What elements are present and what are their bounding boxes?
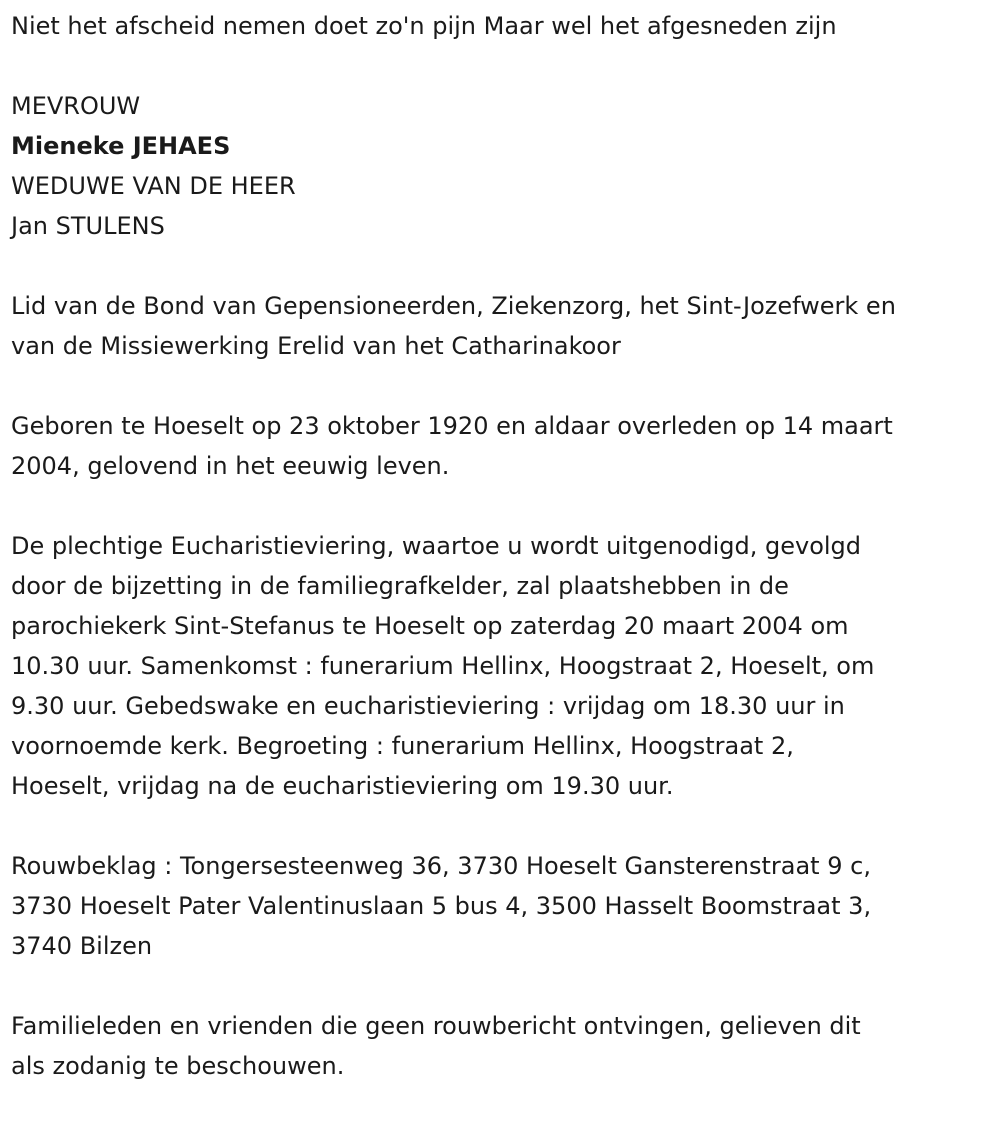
paragraph-line: Rouwbeklag : Tongersesteenweg 36, 3730 Hoeselt Gansterenstraat 9 c, xyxy=(11,852,871,880)
paragraph-line: 3730 Hoeselt Pater Valentinuslaan 5 bus 4, 3500 Hasselt Boomstraat 3, xyxy=(11,892,872,920)
membership-paragraph xyxy=(11,286,986,366)
spacer xyxy=(11,486,986,526)
paragraph-line: 10.30 uur. Samenkomst : funerarium Hellinx, Hoogstraat 2, Hoeselt, om xyxy=(11,652,875,680)
spacer xyxy=(11,366,986,406)
paragraph-line: als zodanig te beschouwen. xyxy=(11,1052,345,1080)
paragraph-line: 2004, gelovend in het eeuwig leven. xyxy=(11,452,450,480)
paragraph-line: parochiekerk Sint-Stefanus te Hoeselt op zaterdag 20 maart 2004 om xyxy=(11,612,849,640)
paragraph-line: van de Missiewerking Erelid van het Catharinakoor xyxy=(11,332,621,360)
obituary-document xyxy=(11,6,986,1086)
ceremony-paragraph xyxy=(11,526,986,806)
birth-death-paragraph xyxy=(11,406,986,486)
paragraph-line: De plechtige Eucharistieviering, waartoe u wordt uitgenodigd, gevolgd xyxy=(11,532,862,560)
title-label: MEVROUW xyxy=(11,92,141,120)
deceased-name: Mieneke JEHAES xyxy=(11,132,231,160)
widow-of-label: WEDUWE VAN DE HEER xyxy=(11,172,296,200)
paragraph-line: Hoeselt, vrijdag na de eucharistieviering om 19.30 uur. xyxy=(11,772,674,800)
paragraph-line: door de bijzetting in de familiegrafkelder, zal plaatshebben in de xyxy=(11,572,789,600)
condolence-paragraph xyxy=(11,846,986,966)
spouse-name: Jan STULENS xyxy=(11,212,165,240)
paragraph-line: Geboren te Hoeselt op 23 oktober 1920 en aldaar overleden op 14 maart xyxy=(11,412,893,440)
spacer xyxy=(11,246,986,286)
paragraph-line: Familieleden en vrienden die geen rouwbericht ontvingen, gelieven dit xyxy=(11,1012,861,1040)
paragraph-line: Lid van de Bond van Gepensioneerden, Ziekenzorg, het Sint-Jozefwerk en xyxy=(11,292,896,320)
spacer xyxy=(11,806,986,846)
motto-text: Niet het afscheid nemen doet zo'n pijn Maar wel het afgesneden zijn xyxy=(11,12,837,40)
paragraph-line: 3740 Bilzen xyxy=(11,932,153,960)
paragraph-line: voornoemde kerk. Begroeting : funerarium Hellinx, Hoogstraat 2, xyxy=(11,732,794,760)
spacer xyxy=(11,46,986,86)
paragraph-line: 9.30 uur. Gebedswake en eucharistieviering : vrijdag om 18.30 uur in xyxy=(11,692,845,720)
closing-paragraph xyxy=(11,1006,986,1086)
spacer xyxy=(11,966,986,1006)
